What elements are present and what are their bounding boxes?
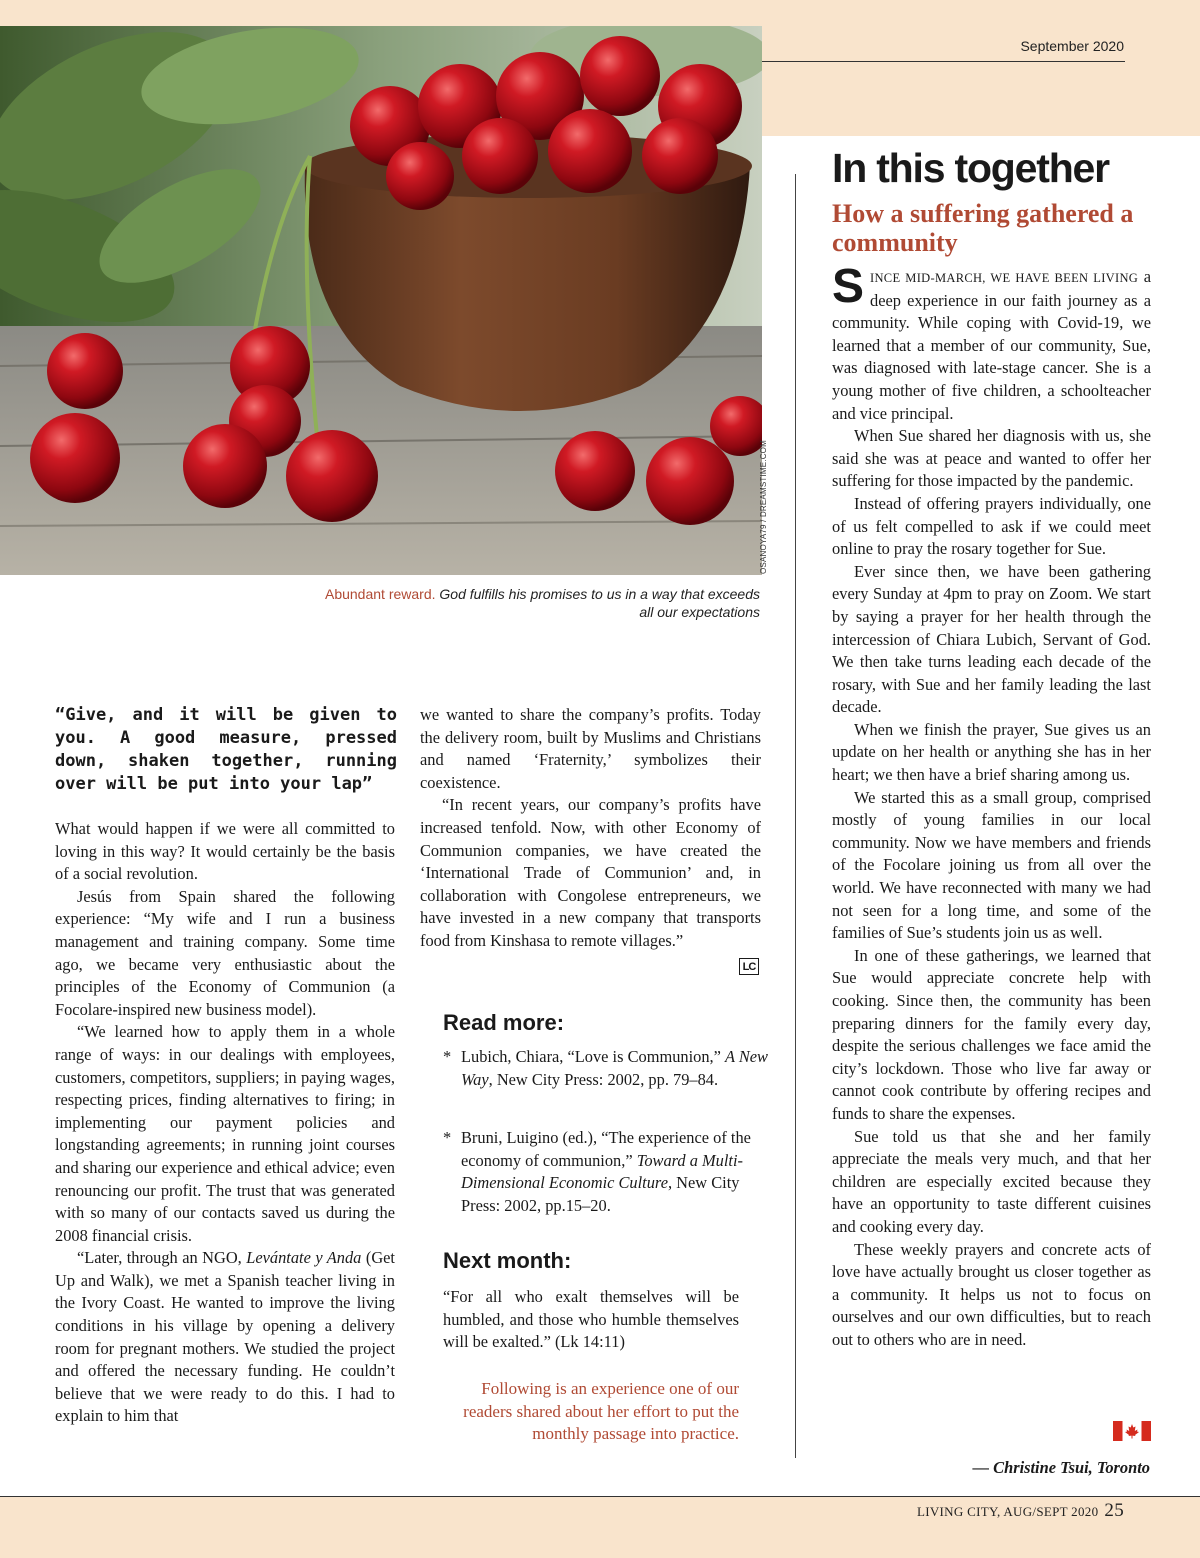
photo-credit: OSANOYA79 / DREAMSTIME.COM xyxy=(759,440,768,574)
article-paragraph: These weekly prayers and concrete acts of love have actually brought us closer together as a community. It helps us not to focus on ourselves and our own difficulties, but to reach out to others who are in need. xyxy=(832,1239,1151,1349)
experience-intro: Following is an experience one of our readers shared about her effort to put the monthly passage into practice. xyxy=(463,1379,739,1444)
ngo-name: Levántate y Anda xyxy=(246,1248,362,1268)
article-paragraph: We started this as a small group, comprised mostly of young families in our local community. Now we have members and friends of the Focolare joining us from all over the world. We have reconnected with many we had not seen for a long time, and some of the families of Sue’s students join us as well. xyxy=(832,787,1151,943)
article-subtitle: How a suffering gathered a community xyxy=(832,199,1134,257)
commentary-paragraph: What would happen if we were all committed to loving in this way? It would certainly be the basis of a social revolution. xyxy=(55,819,395,884)
page-number: 25 xyxy=(1104,1500,1124,1521)
caption-text: God fulfills his promises to us in a way that exceeds all our expectations xyxy=(439,586,760,620)
commentary-paragraph: “In recent years, our company’s profits have increased tenfold. Now, with other Economy of Communion companies, we have created the ‘International Trade of Communion’ and, in collaboration with Congolese entrepreneurs, we have invested in a new company that transports food from Kinshasa to remote villages.” xyxy=(420,795,761,950)
commentary-paragraph: “Later, through an NGO, Levántate y Anda (Get Up and Walk), we met a Spanish teacher living in the Ivory Coast. He wanted to improve the living conditions in his village by opening a delivery room for pregnant mothers. We studied the project and offered the necessary funding. He couldn’t believe that we were ready to do this. I had to explain to him that xyxy=(55,1248,395,1426)
commentary-column xyxy=(55,818,395,1428)
column-divider xyxy=(795,174,796,1458)
lead-in: INCE MID-MARCH, WE HAVE BEEN LIVING xyxy=(870,271,1139,285)
publication-name: LIVING CITY, AUG/SEPT 2020 xyxy=(917,1504,1099,1519)
issue-date: September 2020 xyxy=(1020,38,1124,54)
next-month-heading: Next month: xyxy=(443,1248,572,1273)
commentary-paragraph: “We learned how to apply them in a whole range of ways: in our dealings with employees, customers, competitors, suppliers; in paying wages, respecting prices, finding alternatives to firing; in implementing our payment policies and longstanding agreements; in running joint courses and sharing our experience and ethical advice; even renouncing our profit. The trust that was generated with so many of our contacts saved us during the 2008 financial crisis. xyxy=(55,1022,395,1245)
read-more-heading: Read more: xyxy=(443,1010,565,1035)
commentary-paragraph: we wanted to share the company’s profits. Today the delivery room, built by Muslims and Christians and named ‘Fraternity,’ symbolizes their coexistence. xyxy=(420,705,761,792)
scripture-quote: “Give, and it will be given to you. A good measure, pressed down, shaken together, running over will be put into your lap” xyxy=(55,705,397,794)
drop-cap: S xyxy=(832,260,865,313)
header-rule xyxy=(762,61,1125,62)
cherries-photo xyxy=(0,26,762,575)
article-paragraph: When we finish the prayer, Sue gives us an update on her health or anything she has in her heart; we then have a brief sharing among us. xyxy=(832,719,1151,785)
reference-item: * Lubich, Chiara, “Love is Communion,” A New Way, New City Press: 2002, pp. 79–84. xyxy=(443,1047,768,1089)
article-title: In this together xyxy=(832,145,1109,191)
next-month-quote: “For all who exalt themselves will be humbled, and those who humble themselves will be exalted.” (Lk 14:11) xyxy=(443,1287,739,1352)
caption-lead: Abundant reward. xyxy=(324,586,436,602)
page-footer xyxy=(917,1500,1124,1522)
footer-rule xyxy=(0,1496,1200,1497)
article-paragraph: Ever since then, we have been gathering every Sunday at 4pm to pray on Zoom. We start by saying a prayer for her health through the intercession of Chiara Lubich, Servant of God. We then take turns leading each decade of the rosary, with Sue and her family leading the last decade. xyxy=(832,561,1151,717)
commentary-paragraph: Jesús from Spain shared the following experience: “My wife and I run a business management and training company. Some time ago, we became very enthusiastic about the principles of the Economy of Communion (a Focolare-inspired new business model). xyxy=(55,886,395,1019)
article-paragraph: In one of these gatherings, we learned that Sue would appreciate concrete help with cooking. Since then, the community has been preparing dinners for the family every day, despite the serious challenges we face amid the city’s lockdown. Those who live far away or cannot cook contribute by offering recipes and funds to share the expenses. xyxy=(832,945,1151,1123)
byline: — Christine Tsui, Toronto xyxy=(972,1458,1150,1477)
article-paragraph: SINCE MID-MARCH, WE HAVE BEEN LIVING a deep experience in our faith journey as a community. While coping with Covid-19, we learned that a member of our community, Sue, was diagnosed with late-stage cancer. She is a young mother of five children, a schoolteacher and vice principal. xyxy=(832,260,1151,423)
article-paragraph: When Sue shared her diagnosis with us, she said she was at peace and wanted to offer her suffering for those impacted by the pandemic. xyxy=(832,426,1151,491)
article-body xyxy=(832,260,1151,1352)
reference-item: * Bruni, Luigino (ed.), “The experience of the economy of communion,” Toward a Multi-Dimensional Economic Culture, New City Press: 2002, pp.15–20. xyxy=(443,1128,751,1215)
end-mark-logo: LC xyxy=(739,958,759,975)
commentary-column-continued xyxy=(420,704,761,953)
canada-flag-icon xyxy=(1113,1421,1151,1441)
photo-caption xyxy=(320,585,760,621)
article-paragraph: Sue told us that she and her family appreciate the meals very much, and that her children are especially excited because they have an opportunity to taste different cuisines and cooking every day. xyxy=(832,1126,1151,1236)
article-paragraph: Instead of offering prayers individually, one of us felt compelled to ask if we could meet online to pray the rosary together for Sue. xyxy=(832,493,1151,559)
